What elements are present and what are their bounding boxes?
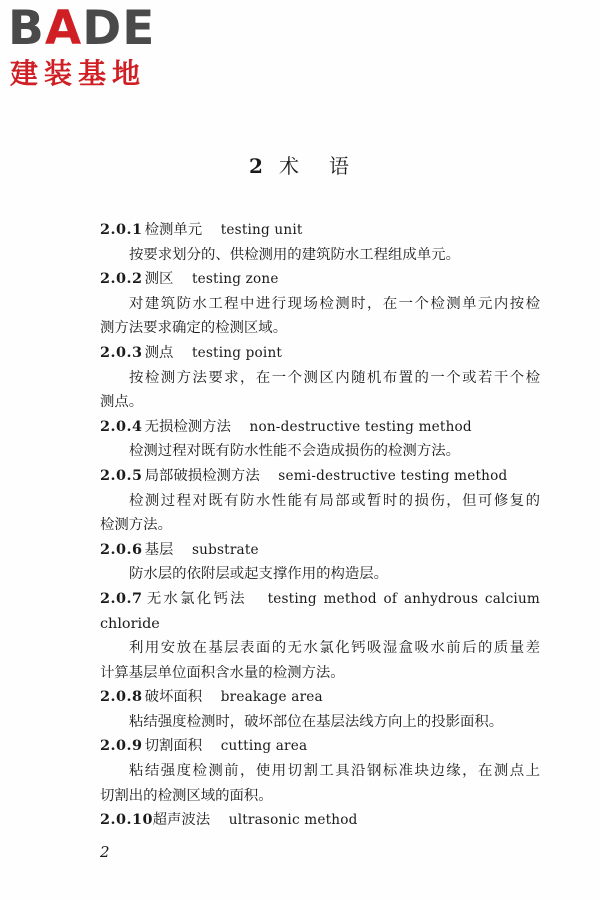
term-english: testing zone [191, 271, 279, 288]
term-heading [100, 587, 540, 612]
chapter-title [0, 152, 600, 180]
term-number: 2.0.5 [100, 466, 143, 484]
term-english: cutting area [220, 738, 308, 755]
term-heading [100, 734, 540, 759]
term-chinese: 局部破损检测方法 [144, 467, 260, 484]
term-chinese: 破坏面积 [144, 689, 203, 706]
term-definition: 检测过程对既有防水性能不会造成损伤的检测方法。 [129, 443, 460, 460]
term-heading [100, 218, 540, 243]
term-number: 2.0.6 [100, 540, 143, 558]
chapter-title-char-2: 语 [328, 154, 351, 178]
chapter-title-char-1: 术 [278, 154, 301, 178]
bade-logo [8, 1, 178, 94]
term-chinese: 测区 [144, 271, 174, 288]
term-number: 2.0.8 [100, 688, 143, 706]
term-number: 2.0.10 [100, 811, 154, 829]
term-definition: 按要求划分的、供检测用的建筑防水工程组成单元。 [129, 246, 460, 263]
term-chinese: 无损检测方法 [144, 418, 231, 435]
term-definition-continued: 测点。 [100, 394, 144, 411]
term-english: substrate [191, 541, 259, 558]
term-definition-continued: 计算基层单位面积含水量的检测方法。 [100, 664, 345, 681]
term-definition-continued: 切割出的检测区域的面积。 [100, 787, 273, 804]
chapter-number: 2 [249, 154, 265, 178]
term-definition-continued: 检测方法。 [100, 517, 172, 534]
term-english: semi-destructive testing method [278, 467, 508, 484]
term-english: testing unit [220, 222, 303, 238]
term-heading [100, 538, 540, 563]
term-chinese: 切割面积 [144, 738, 203, 755]
term-chinese: 基层 [144, 541, 174, 558]
term-definition: 粘结强度检测时，破坏部位在基层法线方向上的投影面积。 [129, 713, 504, 730]
term-number: 2.0.7 [100, 589, 143, 607]
term-heading [100, 808, 540, 833]
term-definition: 粘结强度检测前，使用切割工具沿钢标准块边缘，在测点上 [129, 763, 540, 780]
term-chinese: 无水氯化钙法 [146, 590, 247, 607]
term-number: 2.0.3 [100, 343, 143, 361]
term-english: ultrasonic method [228, 812, 358, 829]
term-definition: 防水层的依附层或起支撑作用的构造层。 [129, 566, 389, 583]
term-definition-continued: 测方法要求确定的检测区域。 [100, 320, 288, 337]
term-number: 2.0.4 [100, 417, 143, 435]
logo-wordmark: BADE [8, 1, 156, 56]
term-definition: 检测过程对既有防水性能有局部或暂时的损伤，但可修复的 [129, 492, 540, 509]
term-heading [100, 685, 540, 710]
term-definition: 利用安放在基层表面的无水氯化钙吸湿盒吸水前后的质量差 [129, 640, 540, 657]
term-heading [100, 267, 540, 292]
terms-list [100, 218, 540, 833]
term-english: testing point [191, 344, 283, 361]
term-definition: 对建筑防水工程中进行现场检测时，在一个检测单元内按检 [129, 295, 540, 312]
page-number: 2 [100, 843, 110, 861]
term-english: testing method of anhydrous calcium [267, 590, 540, 607]
term-definition: 按检测方法要求，在一个测区内随机布置的一个或若干个检 [129, 369, 540, 386]
term-chinese: 检测单元 [144, 222, 203, 238]
term-heading [100, 341, 540, 366]
logo-chinese-text: 建装基地 [10, 57, 147, 90]
term-heading [100, 464, 540, 489]
term-number: 2.0.1 [100, 221, 143, 238]
term-number: 2.0.9 [100, 737, 143, 755]
term-english: breakage area [220, 689, 323, 706]
term-number: 2.0.2 [100, 270, 143, 288]
term-heading [100, 415, 540, 440]
term-english-continued: chloride [100, 615, 160, 632]
term-chinese: 超声波法 [152, 812, 211, 829]
term-chinese: 测点 [144, 344, 174, 361]
term-english: non-destructive testing method [249, 418, 472, 435]
